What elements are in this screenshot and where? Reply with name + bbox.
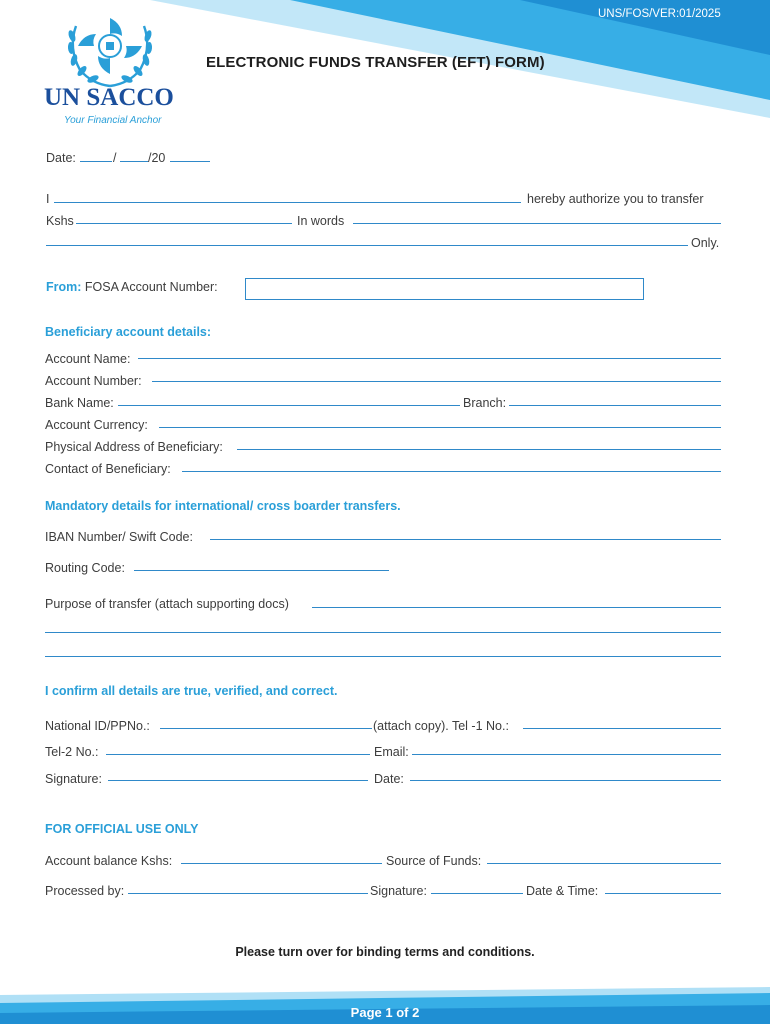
date-time-label: Date & Time: [526, 884, 599, 898]
un-sacco-logo-icon [62, 10, 158, 90]
tel2-field[interactable] [106, 754, 370, 755]
national-id-field[interactable] [160, 728, 372, 729]
tel1-label: (attach copy). Tel -1 No.: [373, 719, 509, 733]
national-id-label: National ID/PPNo.: [45, 719, 150, 733]
kshs-label: Kshs [46, 214, 74, 228]
branch-label: Branch: [463, 396, 507, 410]
account-balance-field[interactable] [181, 863, 382, 864]
signature-field[interactable] [108, 780, 368, 781]
fosa-account-number-input[interactable] [245, 278, 644, 300]
account-balance-label: Account balance Kshs: [45, 854, 173, 868]
only-label: Only. [691, 236, 720, 250]
date-separator-1: / [113, 151, 117, 165]
processed-by-field[interactable] [128, 893, 368, 894]
date-year-field[interactable] [170, 161, 210, 162]
from-prefix: From: [46, 280, 82, 294]
date-label: Date: [46, 151, 76, 165]
source-of-funds-label: Source of Funds: [386, 854, 482, 868]
brand-name: UN SACCO [44, 84, 174, 111]
official-signature-field[interactable] [431, 893, 523, 894]
account-number-label: Account Number: [45, 374, 142, 388]
confirmation-heading: I confirm all details are true, verified, and correct. [45, 684, 338, 698]
amount-figures-field[interactable] [76, 223, 292, 224]
beneficiary-contact-field[interactable] [182, 471, 721, 472]
fosa-account-label: FOSA Account Number: [84, 280, 218, 294]
purpose-label: Purpose of transfer (attach supporting docs) [45, 597, 289, 611]
international-heading: Mandatory details for international/ cross boarder transfers. [45, 499, 401, 513]
source-of-funds-field[interactable] [487, 863, 721, 864]
date-separator-2: /20 [148, 151, 166, 165]
account-name-field[interactable] [138, 358, 721, 359]
form-title: ELECTRONIC FUNDS TRANSFER (EFT) FORM) [206, 54, 545, 71]
processed-by-label: Processed by: [45, 884, 125, 898]
purpose-field-2[interactable] [45, 632, 721, 633]
date-day-field[interactable] [80, 161, 112, 162]
confirm-date-field[interactable] [410, 780, 721, 781]
bank-name-label: Bank Name: [45, 396, 114, 410]
beneficiary-contact-label: Contact of Beneficiary: [45, 462, 171, 476]
authorize-text: hereby authorize you to transfer [527, 192, 704, 206]
page-number: Page 1 of 2 [350, 1005, 420, 1020]
official-use-heading: FOR OFFICIAL USE ONLY [45, 822, 199, 836]
amount-words-field[interactable] [353, 223, 721, 224]
purpose-field[interactable] [312, 607, 721, 608]
turn-over-note: Please turn over for binding terms and conditions. [235, 945, 535, 959]
routing-code-label: Routing Code: [45, 561, 125, 575]
version-code: UNS/FOS/VER:01/2025 [598, 8, 721, 20]
signature-label: Signature: [45, 772, 102, 786]
routing-code-field[interactable] [134, 570, 389, 571]
branch-field[interactable] [509, 405, 721, 406]
account-number-field[interactable] [152, 381, 721, 382]
amount-words-field-2[interactable] [46, 245, 688, 246]
i-label: I [46, 192, 50, 206]
tel1-field[interactable] [523, 728, 721, 729]
beneficiary-address-label: Physical Address of Beneficiary: [45, 440, 223, 454]
beneficiary-address-field[interactable] [237, 449, 721, 450]
account-name-label: Account Name: [45, 352, 131, 366]
authorizer-name-field[interactable] [54, 202, 521, 203]
brand-tagline: Your Financial Anchor [64, 115, 162, 126]
account-currency-field[interactable] [159, 427, 721, 428]
email-field[interactable] [412, 754, 721, 755]
bank-name-field[interactable] [118, 405, 460, 406]
beneficiary-heading: Beneficiary account details: [45, 325, 212, 339]
date-month-field[interactable] [120, 161, 148, 162]
purpose-field-3[interactable] [45, 656, 721, 657]
date-time-field[interactable] [605, 893, 721, 894]
account-currency-label: Account Currency: [45, 418, 148, 432]
email-label: Email: [374, 745, 409, 759]
iban-swift-label: IBAN Number/ Swift Code: [45, 530, 193, 544]
iban-swift-field[interactable] [210, 539, 721, 540]
official-signature-label: Signature: [370, 884, 427, 898]
tel2-label: Tel-2 No.: [45, 745, 99, 759]
confirm-date-label: Date: [374, 772, 404, 786]
in-words-label: In words [297, 214, 345, 228]
from-label [46, 280, 218, 294]
